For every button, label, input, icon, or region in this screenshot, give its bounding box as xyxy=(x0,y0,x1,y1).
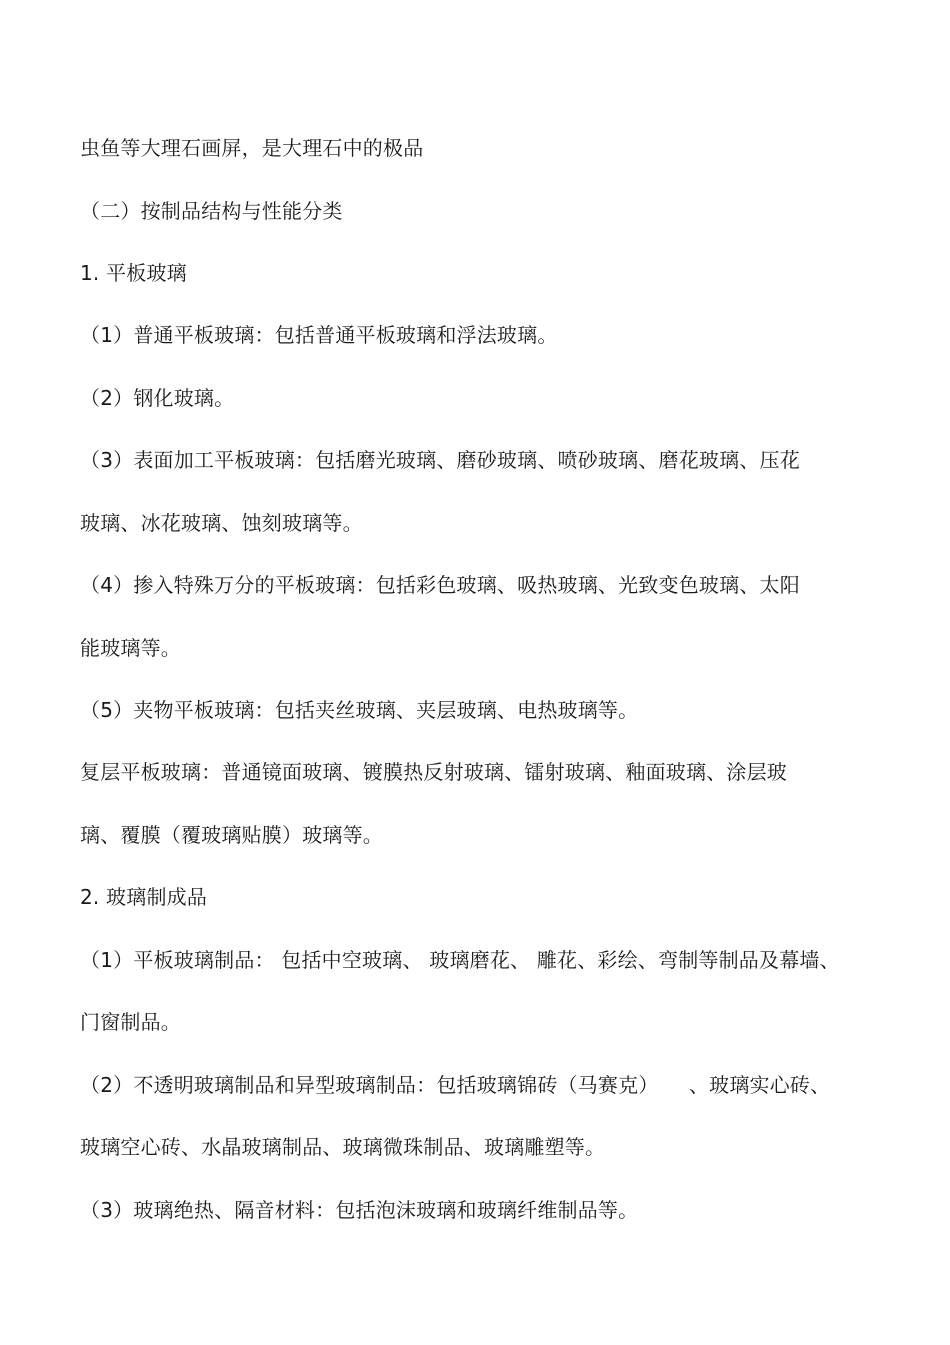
list-item-continuation: 玻璃空心砖、水晶玻璃制品、玻璃微珠制品、玻璃雕塑等。 xyxy=(80,1135,606,1159)
subsection-heading: 1. 平板玻璃 xyxy=(80,261,187,285)
list-item-continuation: 玻璃、冰花玻璃、蚀刻玻璃等。 xyxy=(80,511,363,535)
subsection-heading: 2. 玻璃制成品 xyxy=(80,885,208,909)
list-item-continuation: 能玻璃等。 xyxy=(80,636,181,660)
list-item: （3）表面加工平板玻璃：包括磨光玻璃、磨砂玻璃、喷砂玻璃、磨花玻璃、压花 xyxy=(80,448,800,472)
list-item: （2）钢化玻璃。 xyxy=(80,386,235,410)
section-heading: （二）按制品结构与性能分类 xyxy=(80,199,343,223)
text-line: 复层平板玻璃：普通镜面玻璃、镀膜热反射玻璃、镭射玻璃、釉面玻璃、涂层玻 xyxy=(80,760,787,784)
list-item: （3）玻璃绝热、隔音材料：包括泡沫玻璃和玻璃纤维制品等。 xyxy=(80,1198,639,1222)
list-item: （5）夹物平板玻璃：包括夹丝玻璃、夹层玻璃、电热玻璃等。 xyxy=(80,698,639,722)
list-item: （1）平板玻璃制品： 包括中空玻璃、 玻璃磨花、 雕花、彩绘、弯制等制品及幕墙、 xyxy=(80,948,840,972)
text-line: 虫鱼等大理石画屏，是大理石中的极品 xyxy=(80,136,424,160)
text-line-continuation: 璃、覆膜（覆玻璃贴膜）玻璃等。 xyxy=(80,823,383,847)
list-item-continuation: 门窗制品。 xyxy=(80,1010,181,1034)
list-item: （1）普通平板玻璃：包括普通平板玻璃和浮法玻璃。 xyxy=(80,323,558,347)
list-item: （4）掺入特殊万分的平板玻璃：包括彩色玻璃、吸热玻璃、光致变色玻璃、太阳 xyxy=(80,573,800,597)
list-item: （2）不透明玻璃制品和异型玻璃制品：包括玻璃锦砖（马赛克） 、玻璃实心砖、 xyxy=(80,1073,831,1097)
